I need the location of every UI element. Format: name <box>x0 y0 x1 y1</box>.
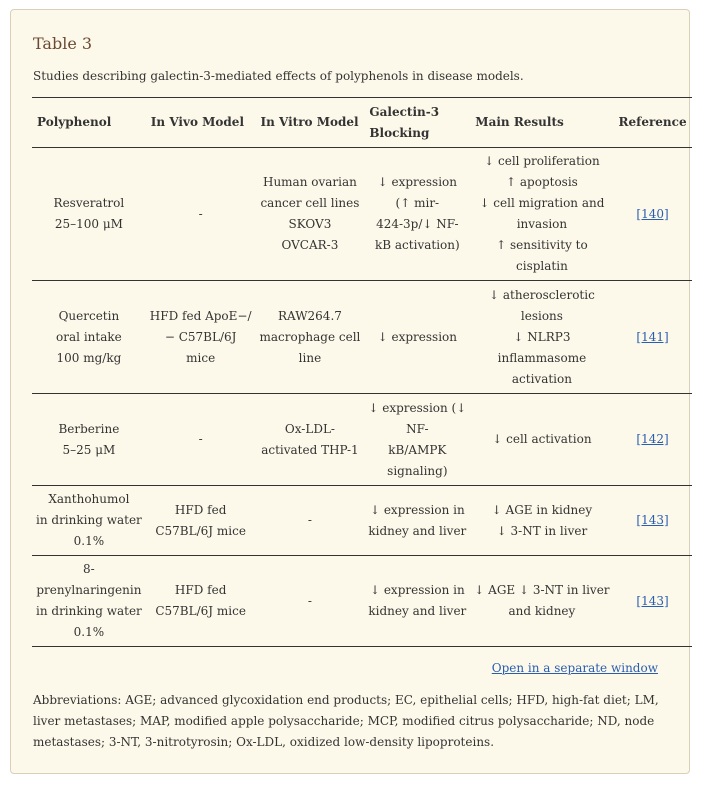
cell-line: HFD fed <box>174 502 227 517</box>
cell-line: - <box>198 206 203 221</box>
cell-line: activation <box>511 371 572 386</box>
cell-line: HFD fed <box>174 583 227 597</box>
cell-results <box>470 556 613 647</box>
cell-line: mice <box>186 350 216 365</box>
table-row <box>32 148 692 281</box>
cell-line: C57BL/6J mice <box>155 523 246 538</box>
header-reference: Reference <box>614 98 692 148</box>
cell-in-vivo <box>146 148 256 281</box>
cell-blocking <box>364 486 470 556</box>
reference-link[interactable]: [140] <box>636 206 669 221</box>
header-in-vitro: In Vitro Model <box>256 98 365 148</box>
table-caption: Studies describing galectin-3-mediated effects of polyphenols in disease models. <box>33 69 524 83</box>
table-title: Table 3 <box>33 34 93 53</box>
cell-reference <box>614 486 692 556</box>
cell-line: (↑ mir- <box>395 196 440 210</box>
table-header-row <box>32 98 692 148</box>
cell-line: ↓ cell migration and <box>479 196 605 210</box>
cell-line: lesions <box>520 308 563 323</box>
reference-link[interactable]: [142] <box>636 432 669 446</box>
cell-line: OVCAR-3 <box>281 238 339 252</box>
cell-line: in drinking water <box>36 604 142 618</box>
abbreviations-footnote: Abbreviations: AGE; advanced glycoxidation end products; EC, epithelial cells; HFD, high-fat diet; LM, liver metastases; MAP, modified apple polysaccharide; MCP, modified citrus polysaccharide; ND, node metastases; 3-NT, 3-nitrotyrosin; Ox-LDL, oxidized low-density lipoproteins. <box>33 693 659 749</box>
cell-line: ↓ NLRP3 <box>513 329 571 344</box>
cell-line: ↓ AGE ↓ 3-NT in liver <box>474 583 610 597</box>
cell-line: invasion <box>516 217 568 231</box>
cell-line: oral intake <box>56 329 122 344</box>
open-separate-window-link[interactable]: Open in a separate window <box>491 661 658 675</box>
cell-line: - <box>307 593 312 608</box>
cell-in-vitro <box>256 486 365 556</box>
cell-polyphenol <box>32 281 146 394</box>
cell-line: ↓ AGE in kidney <box>491 502 593 517</box>
table-body <box>32 148 692 647</box>
cell-reference <box>614 281 692 394</box>
cell-in-vivo <box>146 394 256 486</box>
cell-reference <box>614 394 692 486</box>
cell-in-vivo <box>146 556 256 647</box>
cell-line: ↑ sensitivity to <box>496 238 588 252</box>
header-blocking-line1: Galectin-3 <box>369 104 440 119</box>
cell-in-vitro <box>256 148 365 281</box>
header-in-vivo: In Vivo Model <box>146 98 256 148</box>
cell-line: kidney and liver <box>368 604 467 618</box>
reference-link[interactable]: [141] <box>636 329 669 344</box>
cell-line: NF- <box>406 421 429 436</box>
cell-line: Ox-LDL- <box>284 421 335 436</box>
cell-blocking <box>364 394 470 486</box>
cell-polyphenol <box>32 148 146 281</box>
cell-in-vitro <box>256 394 365 486</box>
cell-blocking <box>364 281 470 394</box>
cell-in-vivo <box>146 486 256 556</box>
data-table <box>32 97 692 647</box>
cell-polyphenol <box>32 556 146 647</box>
cell-line: ↓ expression <box>377 329 458 344</box>
cell-line: kidney and liver <box>368 523 467 538</box>
cell-line: inflammasome <box>497 350 587 365</box>
header-blocking <box>364 98 470 148</box>
cell-line: - <box>198 432 203 446</box>
table-panel <box>10 9 690 774</box>
cell-line: ↓ cell proliferation <box>484 154 600 168</box>
cell-results <box>470 486 613 556</box>
cell-line: prenylnaringenin <box>36 583 142 597</box>
cell-line: kB/AMPK <box>388 442 447 457</box>
cell-line: ↓ cell activation <box>492 432 592 446</box>
cell-line: Xanthohumol <box>48 492 130 506</box>
header-polyphenol: Polyphenol <box>32 98 146 148</box>
cell-line: ↓ expression in <box>369 502 465 517</box>
cell-line: 25–100 μM <box>54 217 123 231</box>
cell-line: − C57BL/6J <box>164 329 237 344</box>
cell-line: kB activation) <box>375 238 460 252</box>
cell-reference <box>614 556 692 647</box>
cell-polyphenol <box>32 394 146 486</box>
cell-results <box>470 148 613 281</box>
cell-line: Human ovarian <box>262 175 357 189</box>
cell-line: activated THP-1 <box>261 442 359 457</box>
header-results: Main Results <box>470 98 613 148</box>
table-row <box>32 281 692 394</box>
cell-line: ↑ apoptosis <box>506 175 578 189</box>
cell-line: RAW264.7 <box>277 308 342 323</box>
cell-line: ↓ expression in <box>369 583 465 597</box>
cell-line: Berberine <box>58 421 120 436</box>
cell-line: and kidney <box>508 604 576 618</box>
cell-blocking <box>364 148 470 281</box>
cell-line: line <box>298 350 322 365</box>
cell-line: HFD fed ApoE−/ <box>149 308 252 323</box>
cell-line: macrophage cell <box>259 329 361 344</box>
cell-line: ↓ atherosclerotic <box>489 287 595 302</box>
cell-line: cancer cell lines <box>260 196 360 210</box>
cell-reference <box>614 148 692 281</box>
cell-line: 0.1% <box>73 625 105 639</box>
cell-blocking <box>364 556 470 647</box>
reference-link[interactable]: [143] <box>636 513 669 527</box>
cell-results <box>470 281 613 394</box>
cell-line: C57BL/6J mice <box>155 604 246 618</box>
cell-in-vivo <box>146 281 256 394</box>
cell-line: cisplatin <box>516 259 568 273</box>
cell-line: SKOV3 <box>288 217 332 231</box>
table-row <box>32 556 692 647</box>
cell-line: 5–25 μM <box>62 442 116 457</box>
cell-line: in drinking water <box>36 513 142 527</box>
cell-line: ↓ expression (↓ <box>368 400 467 415</box>
cell-line: Quercetin <box>58 308 120 323</box>
table-row <box>32 486 692 556</box>
cell-line: ↓ 3-NT in liver <box>496 523 588 538</box>
reference-link[interactable]: [143] <box>636 593 669 608</box>
cell-in-vitro <box>256 281 365 394</box>
table-row <box>32 394 692 486</box>
header-blocking-line2: Blocking <box>369 125 430 140</box>
cell-line: - <box>307 513 312 527</box>
cell-line: Resveratrol <box>53 196 125 210</box>
cell-line: 0.1% <box>73 534 105 548</box>
cell-line: ↓ expression <box>377 175 458 189</box>
cell-line: signaling) <box>387 463 448 478</box>
cell-line: 8- <box>83 562 95 576</box>
cell-results <box>470 394 613 486</box>
cell-in-vitro <box>256 556 365 647</box>
cell-line: 424-3p/↓ NF- <box>376 217 459 231</box>
cell-line: 100 mg/kg <box>56 350 122 365</box>
cell-polyphenol <box>32 486 146 556</box>
